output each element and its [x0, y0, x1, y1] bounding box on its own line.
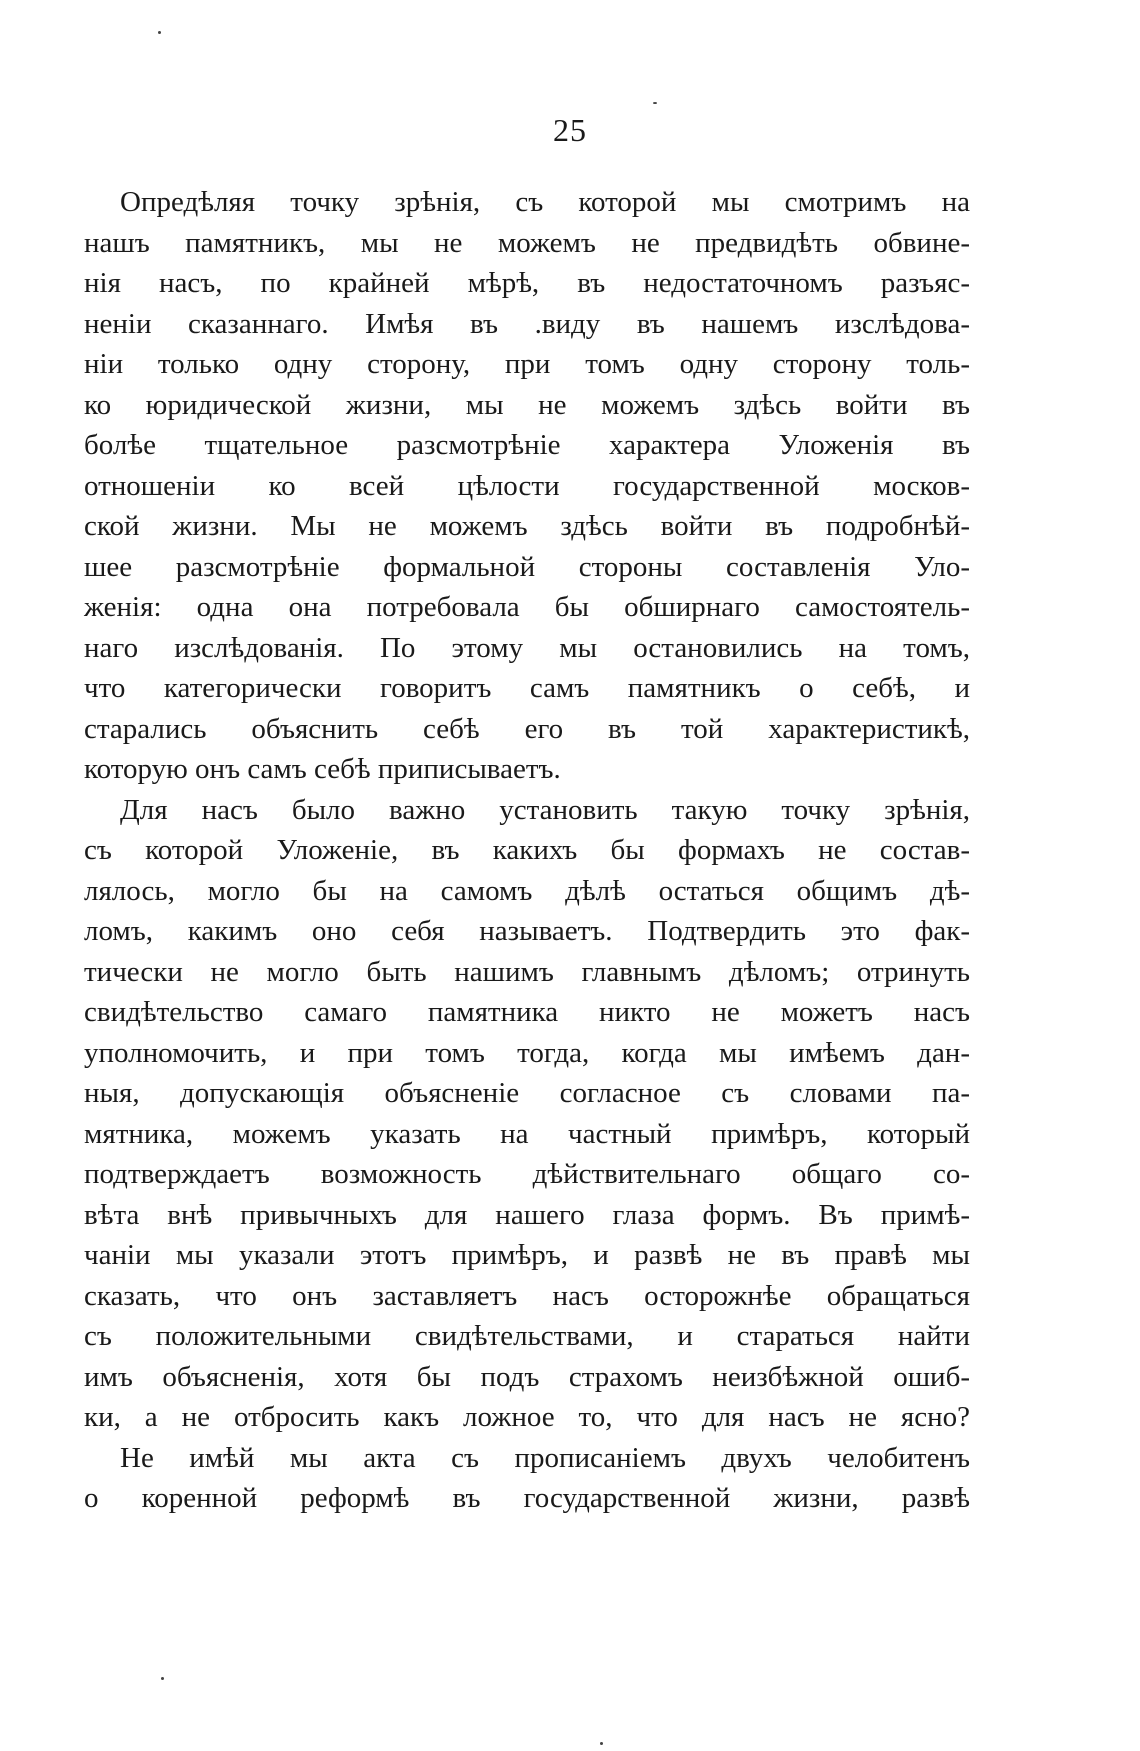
print-speck	[653, 102, 657, 104]
text-line: ки, а не отбросить какъ ложное то, что для насъ не ясно?	[84, 1401, 970, 1433]
text-line: шее разсмотрѣніе формальной стороны составленія Уло-	[84, 550, 970, 583]
body-text	[84, 182, 970, 1519]
print-speck	[600, 1742, 603, 1745]
text-line: Опредѣляя точку зрѣнія, съ которой мы смотримъ на	[120, 186, 970, 218]
text-line: нашъ памятникъ, мы не можемъ не предвидѣть обвине-	[84, 226, 970, 259]
text-line: отношеніи ко всей цѣлости государственной москов-	[84, 469, 970, 502]
text-line: ломъ, какимъ оно себя называетъ. Подтвердить это фак-	[84, 915, 970, 947]
text-line: мятника, можемъ указать на частный примѣръ, который	[84, 1117, 970, 1150]
text-line: ніи только одну сторону, при томъ одну сторону толь-	[84, 348, 970, 380]
text-line: съ которой Уложеніе, въ какихъ бы формахъ не состав-	[84, 834, 970, 866]
text-line: Для насъ было важно установить такую точку зрѣнія,	[120, 793, 970, 826]
text-line: имъ объясненія, хотя бы подъ страхомъ неизбѣжной ошиб-	[84, 1360, 970, 1393]
text-line: подтверждаетъ возможность дѣйствительнаго общаго со-	[84, 1158, 970, 1190]
text-line: уполномочить, и при томъ тогда, когда мы имѣемъ дан-	[84, 1036, 970, 1069]
text-line: болѣе тщательное разсмотрѣніе характера Уложенія въ	[84, 429, 970, 461]
text-line: неніи сказаннаго. Имѣя въ .виду въ нашемъ изслѣдова-	[84, 307, 970, 340]
text-line: женія: одна она потребовала бы обширнаго самостоятель-	[84, 591, 970, 623]
text-line: свидѣтельство самаго памятника никто не можетъ насъ	[84, 996, 970, 1028]
text-line: которую онъ самъ себѣ приписываетъ.	[84, 753, 561, 785]
paragraph-3	[84, 1438, 970, 1519]
text-line: съ положительными свидѣтельствами, и стараться найти	[84, 1320, 970, 1352]
paragraph-2	[84, 790, 970, 1438]
text-line: нія насъ, по крайней мѣрѣ, въ недостаточномъ разъяс-	[84, 267, 970, 299]
print-speck	[158, 31, 161, 34]
text-line: лялось, могло бы на самомъ дѣлѣ остаться общимъ дѣ-	[84, 874, 970, 907]
text-line: сказать, что онъ заставляетъ насъ осторожнѣе обращаться	[84, 1279, 970, 1312]
text-line: вѣта внѣ привычныхъ для нашего глаза формъ. Въ примѣ-	[84, 1198, 970, 1231]
text-line: о коренной реформѣ въ государственной жизни, развѣ	[84, 1482, 970, 1514]
text-line: чаніи мы указали этотъ примѣръ, и развѣ не въ правѣ мы	[84, 1239, 970, 1271]
text-line: что категорически говоритъ самъ памятникъ о себѣ, и	[84, 672, 970, 704]
page-number: 25	[553, 112, 587, 148]
paragraph-1	[84, 182, 970, 790]
print-speck	[161, 1677, 164, 1680]
text-line: ской жизни. Мы не можемъ здѣсь войти въ подробнѣй-	[84, 510, 970, 542]
text-line: тически не могло быть нашимъ главнымъ дѣломъ; отринуть	[84, 955, 970, 988]
text-line: ныя, допускающія объясненіе согласное съ словами па-	[84, 1077, 970, 1109]
text-line: старались объяснить себѣ его въ той характеристикѣ,	[84, 712, 970, 745]
text-line: наго изслѣдованія. По этому мы остановились на томъ,	[84, 631, 970, 664]
text-line: Не имѣй мы акта съ прописаніемъ двухъ челобитенъ	[120, 1441, 970, 1474]
text-line: ко юридической жизни, мы не можемъ здѣсь войти въ	[84, 388, 970, 421]
